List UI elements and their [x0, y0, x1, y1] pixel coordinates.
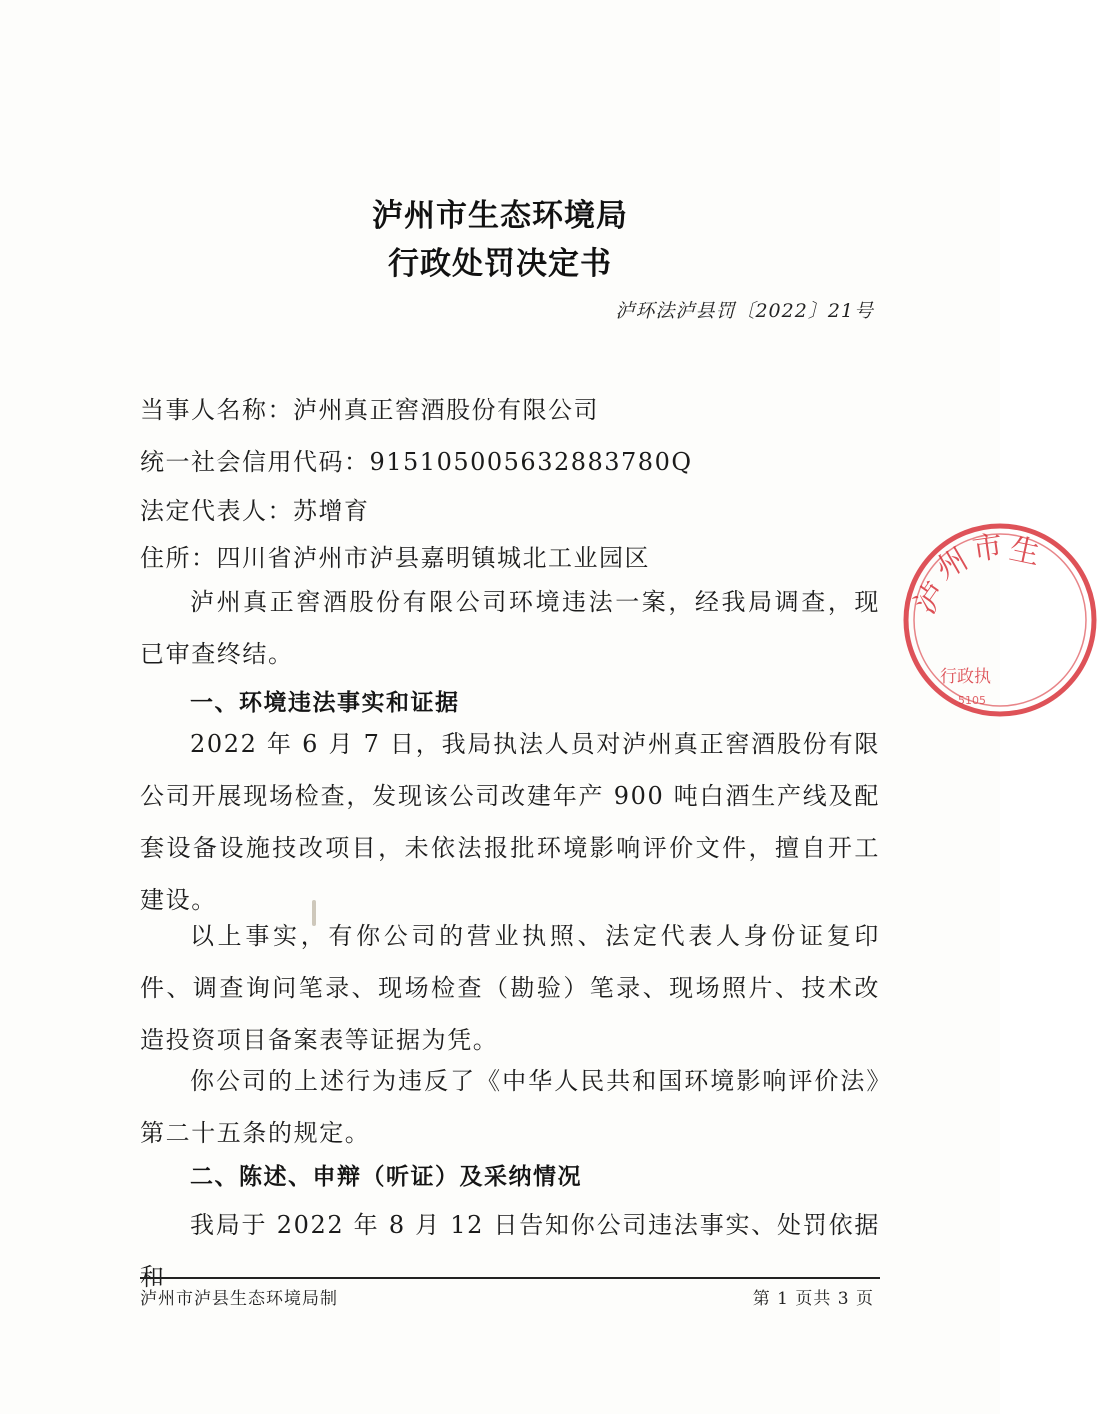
- section1-paragraph-evidence: 以上事实，有你公司的营业执照、法定代表人身份证复印件、调查询问笔录、现场检查（勘验）笔录、现场照片、技术改造投资项目备案表等证据为凭。: [140, 922, 880, 1054]
- intro-paragraph: 泸州真正窖酒股份有限公司环境违法一案，经我局调查，现已审查终结。: [140, 588, 880, 668]
- footer-issuer: 泸州市泸县生态环境局制: [140, 1289, 338, 1309]
- footer-divider: [140, 1277, 880, 1279]
- party-name: 当事人名称：泸州真正窖酒股份有限公司: [140, 396, 599, 424]
- section2-heading: 二、陈述、申辩（听证）及采纳情况: [190, 1164, 582, 1190]
- page-number: 第 1 页共 3 页: [752, 1289, 874, 1309]
- address: 住所：四川省泸州市泸县嘉明镇城北工业园区: [140, 544, 650, 572]
- svg-text:州: 州: [930, 541, 974, 587]
- document-number: 泸环法泸县罚〔2022〕21号: [615, 300, 874, 322]
- svg-text:行政执: 行政执: [940, 667, 991, 687]
- section1-paragraph-facts: 2022 年 6 月 7 日，我局执法人员对泸州真正窖酒股份有限公司开展现场检查，发现该公司改建年产 900 吨白酒生产线及配套设备设施技改项目，未依法报批环境影响评价文件，擅自开工建设。: [140, 730, 880, 914]
- document-type-title: 行政处罚决定书: [388, 246, 612, 282]
- section2-paragraph: 我局于 2022 年 8 月 12 日告知你公司违法事实、处罚依据和: [140, 1211, 880, 1291]
- section1-paragraph-violation: 你公司的上述行为违反了《中华人民共和国环境影响评价法》第二十五条的规定。: [140, 1067, 880, 1147]
- svg-text:生: 生: [1006, 531, 1043, 573]
- legal-representative: 法定代表人：苏增育: [140, 497, 370, 525]
- section1-heading: 一、环境违法事实和证据: [190, 690, 460, 716]
- credit-code: 统一社会信用代码：915105005632883780Q: [140, 448, 693, 476]
- svg-text:5105: 5105: [958, 694, 986, 707]
- svg-text:泸: 泸: [907, 575, 954, 621]
- page-title: 泸州市生态环境局: [372, 198, 628, 234]
- svg-text:市: 市: [970, 529, 1005, 568]
- official-seal-icon: [900, 520, 1100, 720]
